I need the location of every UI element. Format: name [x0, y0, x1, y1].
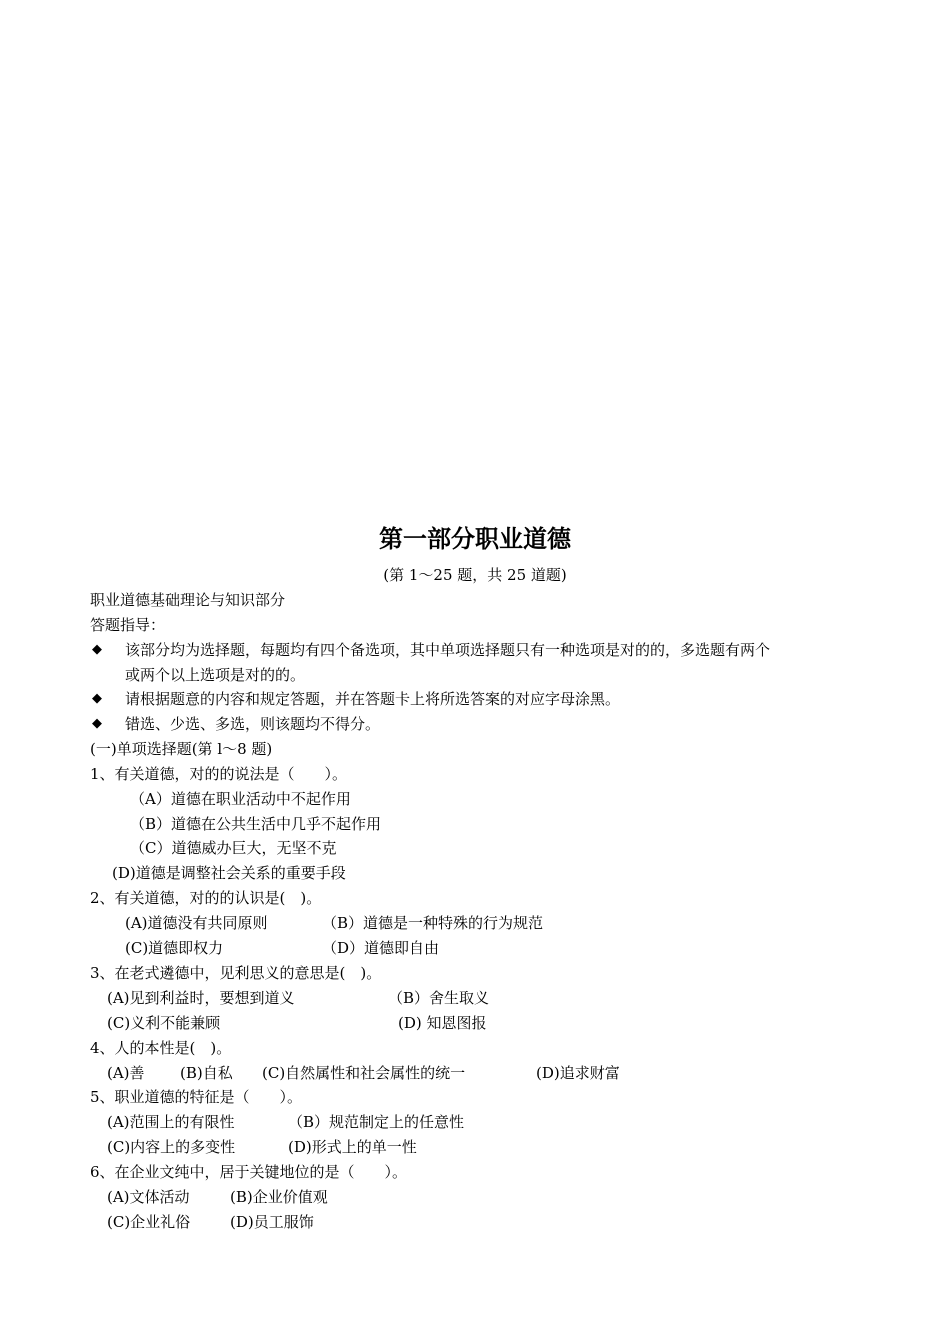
- question-option: （B）舍生取义: [388, 989, 490, 1007]
- question-option: (C)企业礼俗: [107, 1213, 191, 1231]
- question-option: (D)追求财富: [536, 1064, 620, 1082]
- question-option: (A)善: [107, 1064, 145, 1082]
- question-option: (C)自然属性和社会属性的统一: [262, 1064, 466, 1082]
- question-stem: 6、在企业文纯中，居于关键地位的是（ ）。: [90, 1163, 408, 1181]
- question-option: (A)道德没有共同原则: [125, 914, 268, 932]
- bullet-icon: ◆: [92, 691, 102, 706]
- question-option: (B)企业价值观: [230, 1188, 328, 1206]
- part-heading: (一)单项选择题(第 l～8 题): [90, 740, 273, 758]
- question-option: （D）道德即自由: [322, 939, 440, 957]
- question-stem: 2、有关道德，对的的认识是( )。: [90, 889, 322, 907]
- page-title: 第一部分职业道德: [379, 525, 571, 553]
- question-option: （C）道德威办巨大，无坚不克: [130, 839, 337, 857]
- bullet-text: 或两个以上选项是对的的。: [125, 666, 306, 684]
- question-option: （B）道德是一种特殊的行为规范: [322, 914, 544, 932]
- question-option: (D) 知恩图报: [398, 1014, 487, 1032]
- guide-label: 答题指导：: [90, 616, 166, 634]
- question-option: (D)道德是调整社会关系的重要手段: [112, 864, 346, 882]
- question-option: (D)员工服饰: [230, 1213, 314, 1231]
- page-subtitle: (第 1～25 题，共 25 道题): [383, 566, 567, 584]
- question-stem: 3、在老式遴德中，见利思义的意思是( )。: [90, 964, 382, 982]
- question-option: (C)道德即权力: [125, 939, 224, 957]
- bullet-icon: ◆: [92, 716, 102, 731]
- section-heading: 职业道德基础理论与知识部分: [90, 591, 286, 609]
- question-option: (C)义利不能兼顾: [107, 1014, 221, 1032]
- question-option: (C)内容上的多变性: [107, 1138, 236, 1156]
- question-option: （B）道德在公共生活中几乎不起作用: [130, 815, 382, 833]
- question-option: (D)形式上的单一性: [288, 1138, 417, 1156]
- question-stem: 1、有关道德，对的的说法是（ ）。: [90, 765, 348, 783]
- question-stem: 5、职业道德的特征是（ ）。: [90, 1088, 303, 1106]
- bullet-text: 该部分均为选择题，每题均有四个备选项，其中单项选择题只有一种选项是对的的，多选题有两个: [125, 641, 771, 659]
- question-option: (A)范围上的有限性: [107, 1113, 235, 1131]
- question-option: （B）规范制定上的任意性: [288, 1113, 465, 1131]
- question-option: (A)见到利益时，要想到道义: [107, 989, 295, 1007]
- question-option: (A)文体活动: [107, 1188, 190, 1206]
- bullet-text: 错选、少选、多选，则该题均不得分。: [125, 715, 381, 733]
- question-option: (B)自私: [180, 1064, 233, 1082]
- bullet-icon: ◆: [92, 642, 102, 657]
- question-option: （A）道德在职业活动中不起作用: [130, 790, 351, 808]
- question-stem: 4、人的本性是( )。: [90, 1039, 232, 1057]
- bullet-text: 请根据题意的内容和规定答题，并在答题卡上将所选答案的对应字母涂黑。: [125, 690, 621, 708]
